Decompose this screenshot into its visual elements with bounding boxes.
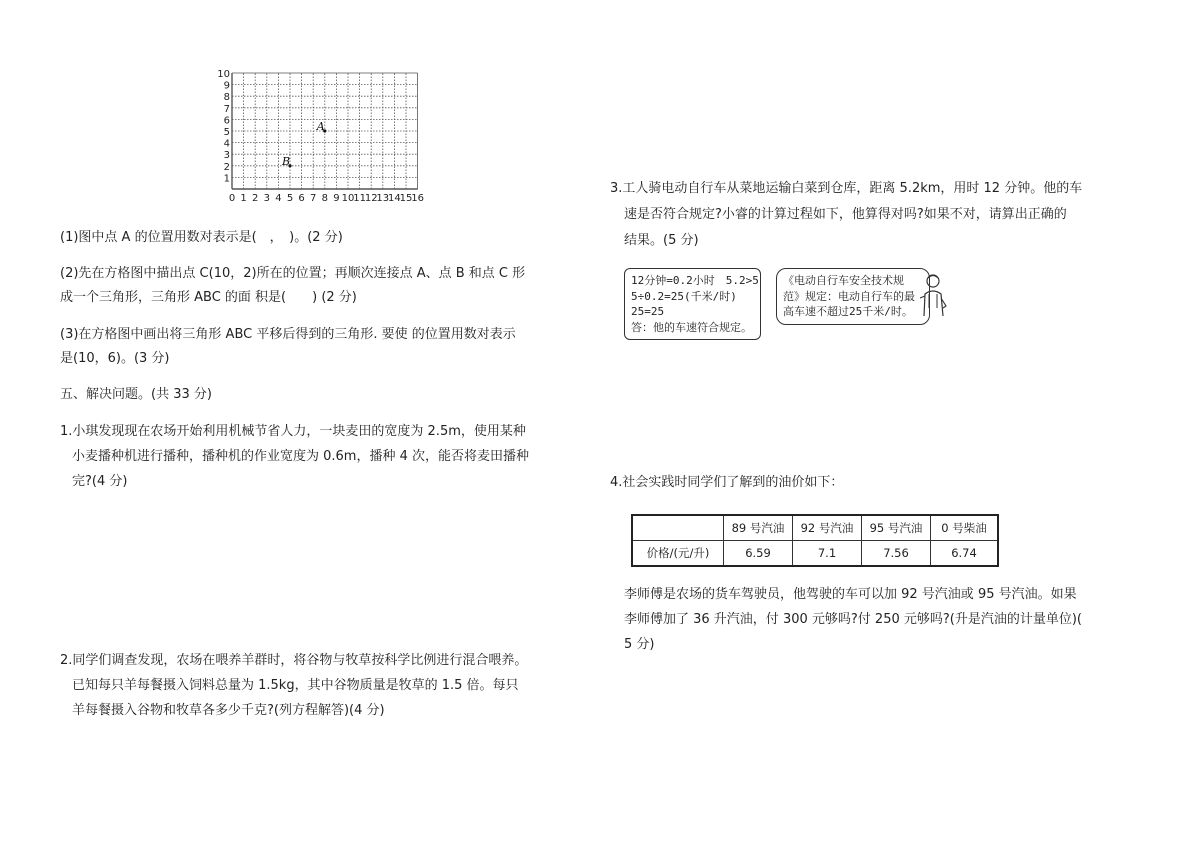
x-tick-label: 9	[333, 193, 340, 204]
calc-line: 25=25	[631, 305, 665, 318]
x-tick-label: 7	[310, 193, 317, 204]
table-row	[632, 541, 998, 567]
question-4-3-line2: 是(10，6)。(3 分)	[60, 351, 170, 366]
problem-4-line1: 4.社会实践时同学们了解到的油价如下：	[610, 475, 844, 490]
x-tick-label: 6	[298, 193, 305, 204]
section-5-heading: 五、解决问题。(共 33 分)	[60, 387, 212, 402]
person-illustration	[920, 272, 948, 318]
table-cell: 6.59	[724, 541, 793, 567]
table-header-cell: 92 号汽油	[793, 515, 862, 541]
x-tick-label: 8	[321, 193, 328, 204]
y-tick-label: 9	[223, 80, 230, 92]
table-header-cell: 0 号柴油	[931, 515, 999, 541]
calc-line: 12分钟=0.2小时 5.2>5	[631, 274, 759, 287]
problem-4-line2: 李师傅是农场的货车驾驶员，他驾驶的车可以加 92 号汽油或 95 号汽油。如果	[624, 587, 1077, 602]
problem-2-line2: 已知每只羊每餐摄入饲料总量为 1.5kg，其中谷物质量是牧草的 1.5 倍。每只	[72, 678, 519, 693]
table-header-cell: 89 号汽油	[724, 515, 793, 541]
x-tick-label: 15	[399, 193, 413, 204]
x-tick-label: 10	[341, 193, 355, 204]
problem-1-line1: 1.小琪发现现在农场开始利用机械节省人力，一块麦田的宽度为 2.5m，使用某种	[60, 424, 526, 439]
question-4-3-line1: (3)在方格图中画出将三角形 ABC 平移后得到的三角形. 要使 的位置用数对表示	[60, 327, 516, 342]
problem-4-line3: 李师傅加了 36 升汽油，付 300 元够吗?付 250 元够吗?(升是汽油的计量单位)(	[624, 612, 1082, 627]
problem-3-line2: 速是否符合规定?小睿的计算过程如下，他算得对吗?如果不对，请算出正确的	[624, 207, 1067, 222]
rule-line: 范》规定：电动自行车的最	[783, 289, 915, 303]
x-tick-label: 12	[364, 193, 378, 204]
y-tick-label: 7	[223, 103, 230, 115]
point-b-label: B	[282, 154, 291, 168]
x-tick-label: 16	[411, 193, 424, 204]
x-tick-label: 5	[286, 193, 294, 204]
problem-4-line4: 5 分)	[624, 637, 655, 652]
table-header-row	[632, 515, 998, 541]
x-tick-label: 4	[275, 193, 282, 204]
y-tick-label: 10	[217, 70, 230, 80]
problem-3-line1: 3.工人骑电动自行车从菜地运输白菜到仓库，距离 5.2km，用时 12 分钟。他的车	[610, 181, 1083, 196]
x-tick-label: 1	[240, 193, 247, 204]
calc-line: 5÷0.2=25(千米/时)	[631, 289, 737, 303]
y-tick-label: 4	[223, 138, 230, 150]
y-tick-label: 8	[223, 92, 230, 104]
problem-2-line3: 羊每餐摄入谷物和牧草各多少千克?(列方程解答)(4 分)	[72, 703, 385, 718]
question-4-2-line1: (2)先在方格图中描出点 C(10，2)所在的位置；再顺次连接点 A、点 B 和点 C 形	[60, 266, 526, 281]
problem-1-line3: 完?(4 分)	[72, 474, 128, 489]
x-tick-label: 0	[228, 193, 236, 204]
y-tick-label: 2	[223, 161, 230, 173]
coordinate-grid	[216, 70, 436, 210]
x-tick-label: 13	[376, 193, 390, 204]
oil-price-table	[631, 514, 999, 567]
point-a-label: A	[316, 120, 325, 133]
x-tick-label: 2	[252, 193, 259, 204]
problem-1-line2: 小麦播种机进行播种，播种机的作业宽度为 0.6m，播种 4 次，能否将麦田播种	[72, 449, 530, 464]
y-tick-label: 3	[223, 150, 230, 162]
rule-line: 《电动自行车安全技术规	[783, 274, 904, 287]
question-4-2-line2: 成一个三角形，三角形 ABC 的面 积是( ) (2 分)	[60, 290, 357, 305]
x-tick-label: 11	[353, 193, 366, 204]
table-corner-cell	[632, 515, 724, 541]
y-tick-label: 5	[223, 127, 230, 138]
table-cell: 6.74	[931, 541, 999, 567]
problem-3-line3: 结果。(5 分)	[624, 233, 699, 248]
table-cell: 7.56	[862, 541, 931, 567]
rule-speech-bubble	[776, 268, 930, 325]
y-tick-label: 1	[223, 173, 230, 185]
table-header-cell: 95 号汽油	[862, 515, 931, 541]
x-tick-label: 14	[388, 193, 401, 204]
calc-line: 答：他的车速符合规定。	[631, 320, 752, 334]
x-tick-label: 3	[263, 193, 270, 204]
calculation-box	[624, 268, 761, 340]
question-4-1: (1)图中点 A 的位置用数对表示是( ， )。(2 分)	[60, 230, 343, 245]
table-cell: 7.1	[793, 541, 862, 567]
y-tick-label: 6	[223, 115, 230, 127]
problem-2-line1: 2.同学们调查发现，农场在喂养羊群时，将谷物与牧草按科学比例进行混合喂养。	[60, 653, 528, 668]
rule-line: 高车速不超过25千米/时。	[783, 305, 913, 318]
table-row-label: 价格/(元/升)	[632, 541, 724, 567]
